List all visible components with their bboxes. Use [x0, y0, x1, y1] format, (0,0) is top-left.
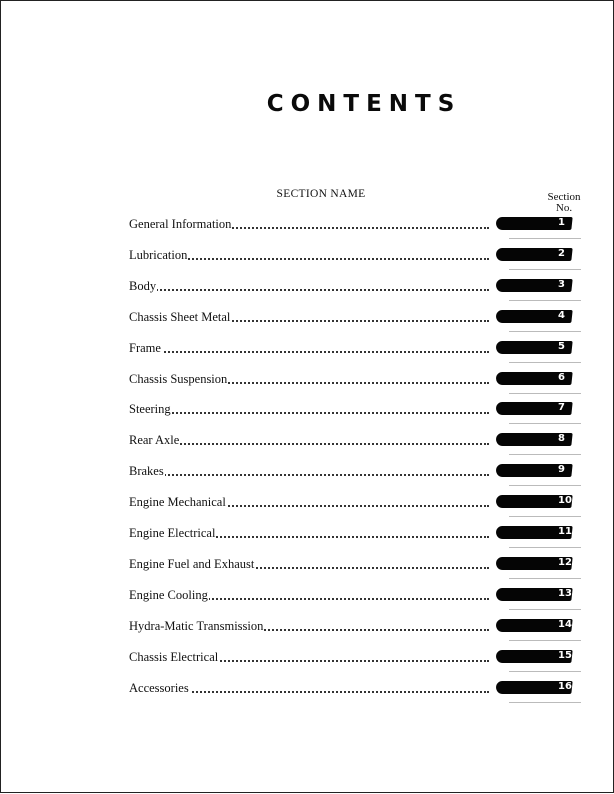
- section-title-text: Lubrication: [129, 247, 188, 262]
- section-name-header: SECTION NAME: [276, 188, 366, 200]
- tab-divider: [509, 362, 581, 363]
- section-title-text: Engine Fuel and Exhaust: [129, 556, 255, 571]
- section-number: 7: [558, 402, 565, 414]
- section-title-text: Brakes: [129, 464, 164, 479]
- section-title: [129, 247, 489, 263]
- section-title-text: Body: [129, 278, 157, 293]
- section-number-header-line2: No.: [555, 202, 573, 214]
- tab-divider: [509, 269, 581, 270]
- section-title: [129, 587, 489, 603]
- contents-entry[interactable]: [129, 618, 589, 638]
- dot-leader: [129, 443, 489, 445]
- section-number: 4: [558, 309, 565, 321]
- section-number-header-line1: Section: [547, 191, 581, 203]
- contents-entry[interactable]: [129, 371, 589, 391]
- section-title-text: Chassis Sheet Metal: [129, 309, 231, 324]
- section-title-text: Accessories: [129, 680, 189, 695]
- section-title: [129, 556, 489, 572]
- tab-divider: [509, 516, 581, 517]
- tab-divider: [509, 640, 581, 641]
- section-number: 9: [558, 464, 565, 476]
- section-title-text: Engine Cooling: [129, 587, 208, 602]
- section-number: 6: [558, 371, 565, 383]
- tab-divider: [509, 547, 581, 548]
- section-title: [129, 216, 489, 232]
- section-number: 15: [558, 649, 572, 661]
- contents-entry[interactable]: [129, 587, 589, 607]
- contents-entry[interactable]: [129, 680, 589, 700]
- tab-divider: [509, 423, 581, 424]
- tab-divider: [509, 485, 581, 486]
- tab-divider: [509, 393, 581, 394]
- tab-divider: [509, 300, 581, 301]
- page-title: CONTENTS: [266, 91, 462, 117]
- section-title-text: Engine Electrical: [129, 526, 216, 540]
- section-number: 5: [558, 340, 565, 352]
- contents-entry[interactable]: [129, 432, 589, 452]
- section-title-text: Chassis Suspension: [129, 371, 228, 386]
- section-title: [129, 618, 489, 634]
- contents-list: [1, 1, 614, 794]
- section-title-text: Steering: [129, 402, 171, 417]
- tab-divider: [509, 609, 581, 610]
- section-title: [129, 463, 489, 479]
- section-title: [129, 401, 489, 417]
- contents-entry[interactable]: [129, 278, 589, 298]
- section-number: 2: [558, 247, 565, 259]
- section-number: 11: [558, 526, 572, 537]
- section-title-text: Rear Axle: [129, 433, 180, 448]
- dot-leader: [129, 351, 489, 353]
- section-title: [129, 371, 489, 387]
- tab-divider: [509, 331, 581, 332]
- section-number: 8: [558, 433, 565, 445]
- section-title: [129, 432, 489, 448]
- section-title: [129, 494, 489, 510]
- contents-entry[interactable]: [129, 401, 589, 421]
- tab-divider: [509, 702, 581, 703]
- tab-divider: [509, 238, 581, 239]
- tab-divider: [509, 578, 581, 579]
- section-title-text: Hydra-Matic Transmission: [129, 618, 264, 633]
- section-number: 1: [558, 217, 565, 228]
- dot-leader: [129, 412, 489, 414]
- section-number: 10: [558, 495, 572, 507]
- contents-entry[interactable]: [129, 494, 589, 514]
- section-number: 13: [558, 587, 572, 599]
- contents-entry[interactable]: [129, 247, 589, 267]
- section-title-text: General Information: [129, 217, 232, 231]
- section-number: 3: [558, 278, 565, 290]
- section-title: [129, 340, 489, 356]
- section-title: [129, 309, 489, 325]
- contents-entry[interactable]: [129, 525, 589, 545]
- section-number: 16: [558, 680, 572, 692]
- contents-entry[interactable]: [129, 463, 589, 483]
- contents-entry[interactable]: [129, 309, 589, 329]
- dot-leader: [129, 289, 489, 291]
- tab-divider: [509, 671, 581, 672]
- section-title: [129, 525, 489, 541]
- section-number: 14: [558, 618, 572, 630]
- contents-entry[interactable]: [129, 340, 589, 360]
- section-number: 12: [558, 556, 572, 568]
- contents-entry[interactable]: [129, 556, 589, 576]
- section-title-text: Chassis Electrical: [129, 649, 219, 664]
- tab-divider: [509, 454, 581, 455]
- contents-entry[interactable]: [129, 216, 589, 236]
- section-title-text: Engine Mechanical: [129, 495, 226, 510]
- section-title: [129, 649, 489, 665]
- section-title: [129, 278, 489, 294]
- dot-leader: [129, 474, 489, 476]
- contents-entry[interactable]: [129, 649, 589, 669]
- section-title: [129, 680, 489, 696]
- section-title-text: Frame: [129, 340, 161, 355]
